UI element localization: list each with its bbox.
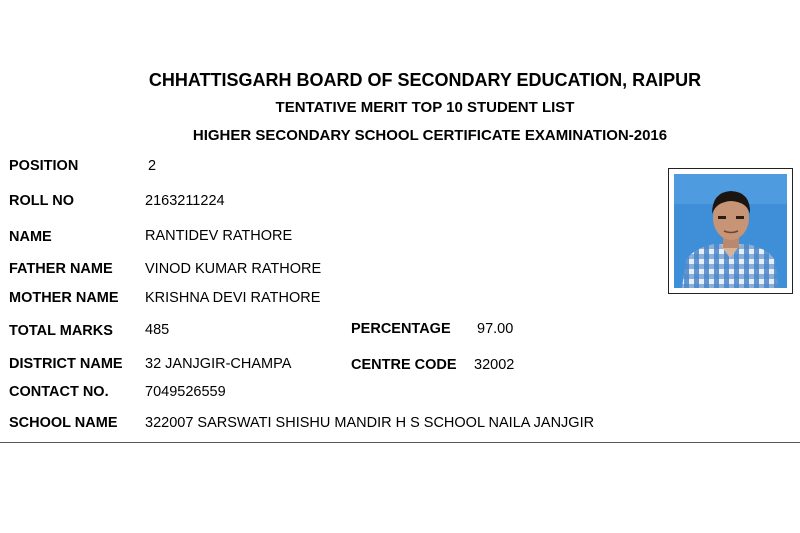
father-name-label: FATHER NAME bbox=[9, 261, 113, 277]
mother-name-value: KRISHNA DEVI RATHORE bbox=[145, 290, 321, 306]
total-marks-value: 485 bbox=[145, 322, 170, 338]
centre-code-value: 32002 bbox=[474, 357, 515, 373]
board-title: CHHATTISGARH BOARD OF SECONDARY EDUCATION, RAIPUR bbox=[148, 70, 702, 90]
position-value: 2 bbox=[148, 158, 157, 174]
name-label: NAME bbox=[9, 229, 52, 245]
roll-no-value: 2163211224 bbox=[145, 193, 225, 209]
contact-no-label: CONTACT NO. bbox=[9, 384, 109, 400]
total-marks-label: TOTAL MARKS bbox=[9, 323, 113, 339]
district-name-value: 32 JANJGIR-CHAMPA bbox=[145, 356, 292, 372]
name-value: RANTIDEV RATHORE bbox=[145, 228, 293, 244]
roll-no-label: ROLL NO bbox=[9, 193, 74, 209]
father-name-value: VINOD KUMAR RATHORE bbox=[145, 261, 322, 277]
school-name-value: 322007 SARSWATI SHISHU MANDIR H S SCHOOL NAILA JANJGIR bbox=[145, 415, 595, 431]
percentage-label: PERCENTAGE bbox=[351, 321, 451, 337]
percentage-value: 97.00 bbox=[477, 321, 514, 337]
student-photo-icon bbox=[674, 174, 787, 288]
student-photo bbox=[668, 168, 793, 294]
mother-name-label: MOTHER NAME bbox=[9, 290, 119, 306]
district-name-label: DISTRICT NAME bbox=[9, 356, 123, 372]
list-title: TENTATIVE MERIT TOP 10 STUDENT LIST bbox=[275, 99, 575, 116]
contact-no-value: 7049526559 bbox=[145, 384, 226, 400]
position-label: POSITION bbox=[9, 158, 79, 174]
centre-code-label: CENTRE CODE bbox=[351, 357, 457, 373]
exam-title: HIGHER SECONDARY SCHOOL CERTIFICATE EXAMINATION-2016 bbox=[192, 127, 668, 144]
bottom-divider bbox=[0, 442, 800, 443]
school-name-label: SCHOOL NAME bbox=[9, 415, 118, 431]
